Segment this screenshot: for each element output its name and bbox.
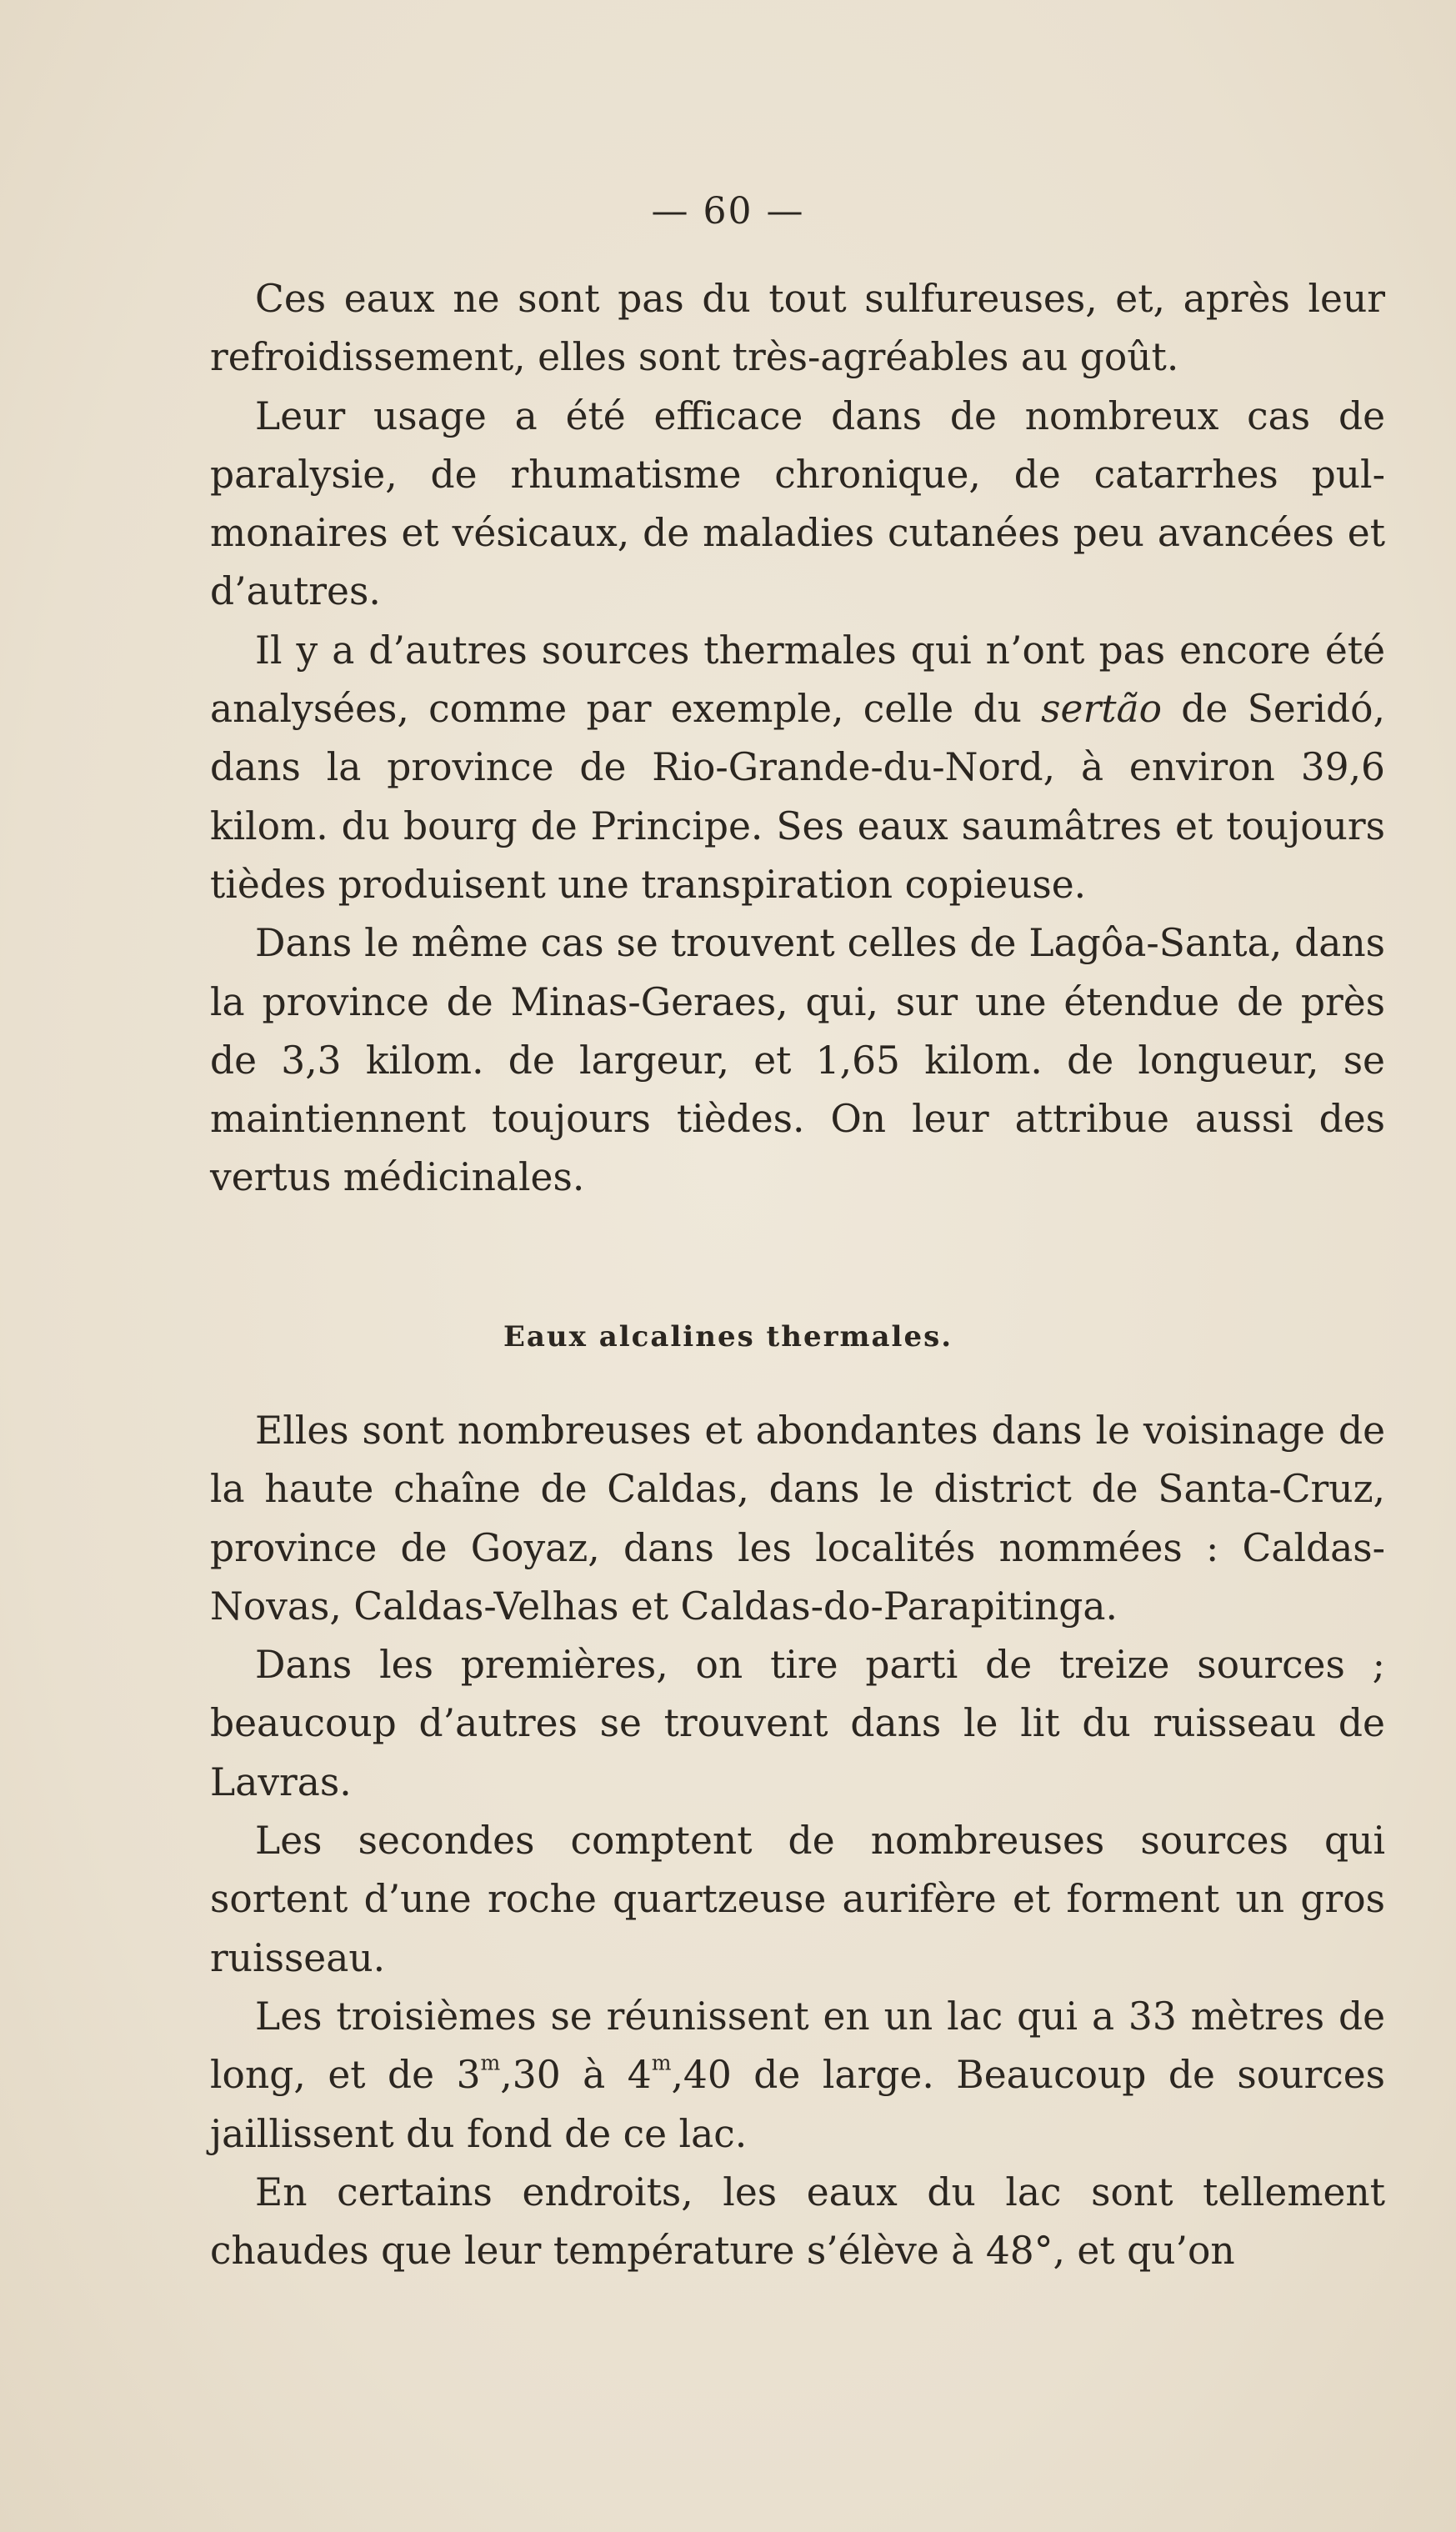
paragraph: Elles sont nombreuses et abondantes dans le voisinage de la haute chaîne de Caldas, dans le district de Santa-Cruz, province de Goyaz, dans les localités nommées : Caldas-Novas, Caldas-Velhas et Caldas-do-Parapitinga. [210, 1409, 1385, 1629]
paragraph-text: Les troisièmes se réunissent en un lac qui a 33 mètres de long, et de 3 [210, 1994, 1385, 2098]
unit-superscript: m [480, 2051, 501, 2075]
italic-term: sertão [1041, 687, 1163, 732]
paragraph-text: ,40 de large. Beaucoup de sources jaillissent du fond de ce lac. [210, 2053, 1385, 2156]
paragraph [210, 622, 1385, 914]
paragraph: Les secondes comptent de nombreuses sources qui sortent d’une roche quartzeuse aurifère et forment un gros ruisseau. [210, 1819, 1385, 1980]
unit-superscript: m [651, 2051, 672, 2075]
paragraph: Dans les premières, on tire parti de treize sources ; beaucoup d’autres se trouvent dans le lit du ruisseau de Lavras. [210, 1643, 1385, 1804]
text-section-alkaline [210, 1402, 1385, 2280]
page-number: — 60 — [651, 190, 805, 233]
paragraph: Dans le même cas se trouvent celles de Lagôa-Santa, dans la province de Minas-Geraes, qui, sur une étendue de près de 3,3 kilom. de largeur, et 1,65 kilom. de longueur, se maintiennent toujours tièdes. On leur attribue aussi des vertus médicinales. [210, 921, 1385, 1200]
paragraph-text: Il y a d’autres sources thermales qui n’ont pas encore été analysées, comme par exemple, celle du [210, 628, 1385, 732]
paragraph-text: de Seridó, dans la province de Rio-Grande-du-Nord, à environ 39,6 kilom. du bourg de Principe. Ses eaux saumâtres et toujours tièdes produisent une transpiration copieuse. [210, 687, 1386, 907]
paragraph: Leur usage a été efficace dans de nombreux cas de paralysie, de rhumatisme chronique, de catarrhes pulmonaires et vésicaux, de maladies cutanées peu avancées et d’autres. [210, 393, 1385, 614]
section-heading: Eaux alcalines thermales. [503, 1320, 953, 1354]
paragraph: En certains endroits, les eaux du lac sont tellement chaudes que leur température s’élève à 48°, et qu’on [210, 2169, 1385, 2274]
text-section-sulfurous [210, 270, 1385, 1208]
paragraph: Ces eaux ne sont pas du tout sulfureuses, et, après leur refroidissement, elles sont très-agréables au goût. [210, 277, 1385, 380]
paragraph-text: ,30 à 4 [500, 2053, 652, 2098]
paragraph [210, 1988, 1385, 2164]
